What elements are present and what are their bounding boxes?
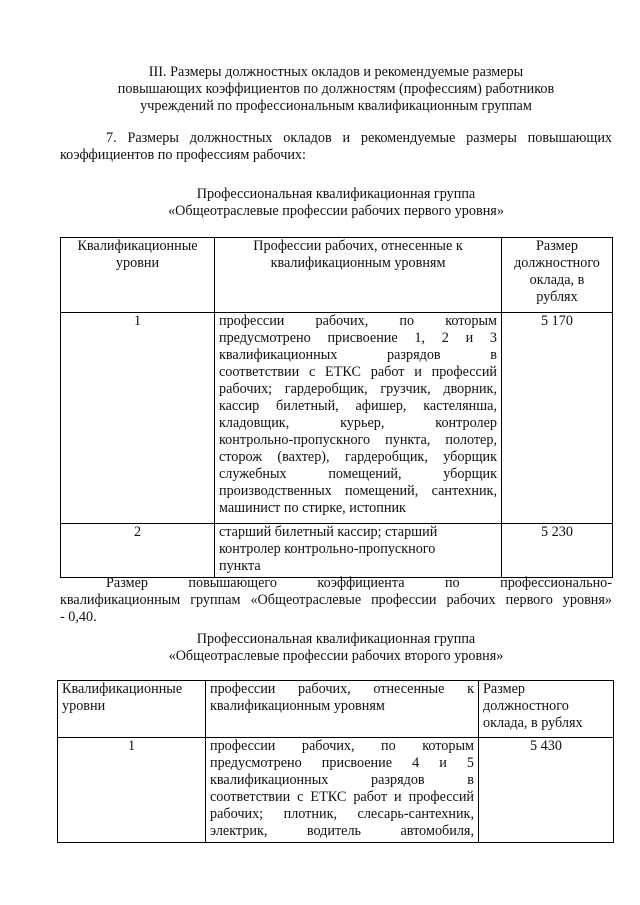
table-row bbox=[61, 524, 613, 578]
header-cell-levels bbox=[58, 681, 206, 738]
level-cell: 1 bbox=[61, 313, 215, 524]
profession-line: старший билетный кассир; старший bbox=[219, 524, 438, 540]
header-cell-professions bbox=[206, 681, 479, 738]
header-cell-levels bbox=[61, 238, 215, 313]
profession-line: профессии рабочих, по которым bbox=[219, 313, 497, 329]
header-text: Профессии рабочих, отнесенные к bbox=[253, 238, 463, 254]
header-text: Размер bbox=[536, 238, 578, 254]
intro-line: коэффициентов по профессиям рабочих: bbox=[60, 147, 306, 163]
header-text: должностного bbox=[483, 698, 569, 714]
profession-line: производственных помещений, сантехник, bbox=[219, 483, 497, 499]
profession-line: кладовщик, курьер, контролер bbox=[219, 415, 497, 431]
header-text: Квалификационные bbox=[77, 238, 198, 254]
profession-line: служебных помещений, уборщик bbox=[219, 466, 497, 482]
note-line: Размер повышающего коэффициента по профессионально- bbox=[106, 575, 612, 591]
professions-cell bbox=[215, 524, 502, 578]
section-heading bbox=[60, 64, 612, 115]
salary-cell: 5 170 bbox=[502, 313, 613, 524]
profession-line: контролер контрольно-пропускного bbox=[219, 541, 436, 557]
group1-table bbox=[60, 237, 613, 578]
header-text: должностного bbox=[514, 255, 600, 271]
profession-line: предусмотрено присвоение 4 и 5 bbox=[210, 755, 474, 771]
note-line: - 0,40. bbox=[60, 609, 97, 625]
profession-line: рабочих; плотник, слесарь-сантехник, bbox=[210, 806, 474, 822]
table-header-row bbox=[58, 681, 614, 738]
group1-title bbox=[60, 186, 612, 220]
coefficient-note bbox=[60, 575, 612, 626]
level-cell: 1 bbox=[58, 738, 206, 843]
profession-line: контрольно-пропускного пункта, полотер, bbox=[219, 432, 497, 448]
profession-line: сторож (вахтер), гардеробщик, уборщик bbox=[219, 449, 497, 465]
header-cell-salary bbox=[479, 681, 614, 738]
group2-table bbox=[57, 680, 614, 843]
profession-line: пункта bbox=[219, 558, 261, 574]
group2-title-line: «Общеотраслевые профессии рабочих второго уровня» bbox=[168, 648, 504, 664]
header-text: уровни bbox=[115, 255, 160, 271]
professions-cell bbox=[206, 738, 479, 843]
group1-title-line: Профессиональная квалификационная группа bbox=[196, 186, 476, 202]
profession-line: профессии рабочих, по которым bbox=[210, 738, 474, 754]
profession-line: квалификационных разрядов в bbox=[210, 772, 474, 788]
profession-line: предусмотрено присвоение 1, 2 и 3 bbox=[219, 330, 497, 346]
header-text: оклада, в рублях bbox=[483, 715, 583, 731]
profession-line: электрик, водитель автомобиля, bbox=[210, 823, 474, 839]
group1-title-line: «Общеотраслевые профессии рабочих первого уровня» bbox=[168, 203, 504, 219]
header-cell-professions bbox=[215, 238, 502, 313]
profession-line: соответствии с ЕТКС работ и профессий bbox=[210, 789, 474, 805]
level-cell: 2 bbox=[61, 524, 215, 578]
section-heading-line: учреждений по профессиональным квалификационным группам bbox=[140, 98, 532, 114]
intro-paragraph bbox=[60, 130, 612, 164]
professions-cell bbox=[215, 313, 502, 524]
header-cell-salary bbox=[502, 238, 613, 313]
table-row bbox=[61, 313, 613, 524]
header-text: рублях bbox=[536, 289, 578, 305]
note-line: квалификационным группам «Общеотраслевые профессии рабочих первого уровня» bbox=[60, 592, 612, 608]
salary-cell: 5 230 bbox=[502, 524, 613, 578]
profession-line: машинист по стирке, истопник bbox=[219, 500, 406, 516]
profession-line: кассир билетный, афишер, кастелянша, bbox=[219, 398, 497, 414]
table-row bbox=[58, 738, 614, 843]
profession-line: квалификационных разрядов в bbox=[219, 347, 497, 363]
header-text: квалификационным уровням bbox=[210, 698, 385, 714]
header-text: квалификационным уровням bbox=[270, 255, 446, 271]
group2-title-line: Профессиональная квалификационная группа bbox=[196, 631, 476, 647]
group2-title bbox=[60, 631, 612, 665]
section-heading-line: повышающих коэффициентов по должностям (профессиям) работников bbox=[117, 81, 555, 97]
profession-line: соответствии с ЕТКС работ и профессий bbox=[219, 364, 497, 380]
header-text: профессии рабочих, отнесенные к bbox=[210, 681, 474, 697]
header-text: Размер bbox=[483, 681, 525, 697]
salary-cell: 5 430 bbox=[479, 738, 614, 843]
table-header-row bbox=[61, 238, 613, 313]
section-heading-line: III. Размеры должностных окладов и рекомендуемые размеры bbox=[148, 64, 524, 80]
header-text: оклада, в bbox=[529, 272, 585, 288]
profession-line: рабочих; гардеробщик, грузчик, дворник, bbox=[219, 381, 497, 397]
header-text: Квалификационные bbox=[62, 681, 183, 697]
header-text: уровни bbox=[62, 698, 106, 714]
intro-line: 7. Размеры должностных окладов и рекомендуемые размеры повышающих bbox=[106, 130, 612, 146]
